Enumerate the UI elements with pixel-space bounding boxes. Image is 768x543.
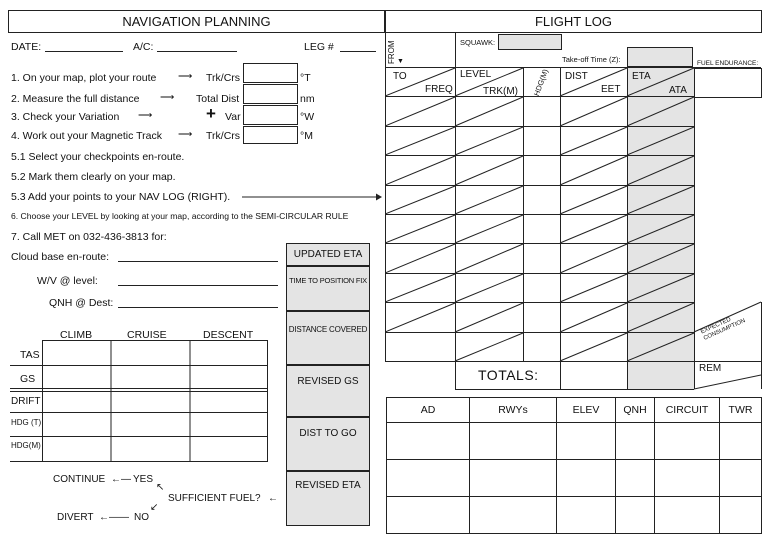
log-cell-diagonal [560,127,627,155]
ad-table-cell[interactable] [387,460,470,497]
arrow-right-icon: ⟶ [178,71,193,82]
ac-field[interactable] [157,51,237,52]
log-cell-diagonal [455,333,523,361]
fuel-endurance-label: FUEL ENDURANCE: [697,60,759,67]
leg-label: LEG # [304,41,334,53]
step-2-unit: nm [300,93,315,105]
qnh-dest-label: QNH @ Dest: [49,297,114,309]
continue-label: CONTINUE [53,474,106,485]
ad-table-cell[interactable] [616,497,655,534]
log-cell-diagonal [560,97,627,126]
ad-table-row [387,460,762,497]
ad-table-cell[interactable] [720,460,762,497]
row-hdg-mag: HDG(M) [11,441,41,450]
ad-col-twr: TWR [720,398,762,423]
col-level: LEVEL [460,69,492,80]
ad-table-cell[interactable] [387,497,470,534]
substep-5-2: 5.2 Mark them clearly on your map. [11,171,176,183]
substep-5-3: 5.3 Add your points to your NAV LOG (RIGHT). [11,191,231,203]
log-cell-diagonal [560,274,627,302]
ad-table-cell[interactable] [557,460,616,497]
step-1-field-label: Trk/Crs [206,72,241,84]
log-cell-diagonal [385,156,455,185]
ad-col-ad: AD [387,398,470,423]
arrow-right-icon: ⟶ [138,110,153,121]
col-hdg: HDG(M) [531,67,550,98]
step-4-text: 4. Work out your Magnetic Track [11,130,162,142]
log-cell-diagonal [385,97,455,126]
log-cell-diagonal [560,215,627,243]
log-cell-diagonal [385,244,455,273]
no-label: NO [134,512,149,523]
date-field[interactable] [45,51,123,52]
log-cell-diagonal [560,303,627,332]
qnh-dest-field[interactable] [118,307,278,308]
yes-label: YES [133,474,154,485]
substep-5-1: 5.1 Select your checkpoints en-route. [11,151,185,163]
cloud-base-field[interactable] [118,261,278,262]
step-4-unit: °M [300,130,313,142]
arrow-down-icon: ▼ [397,58,404,65]
ad-col-elev: ELEV [557,398,616,423]
dist-to-go-box[interactable]: DIST TO GO [286,417,370,471]
step-2-field-label: Total Dist [196,93,240,105]
log-cell-diagonal [455,156,523,185]
log-cell-diagonal [385,127,455,155]
log-cell-diagonal [385,215,455,243]
time-to-position-fix-box[interactable]: TIME TO POSITION FIX [286,266,370,311]
log-cell-diagonal [455,127,523,155]
squawk-input[interactable] [498,34,562,50]
ad-table-row [387,497,762,534]
step-1-unit: °T [300,72,311,84]
aerodrome-table [386,397,762,534]
col-freq: FREQ [425,84,453,95]
step-3-text: 3. Check your Variation [11,111,120,123]
squawk-label: SQUAWK: [460,38,496,47]
rem-label: REM [699,363,722,374]
divert-label: DIVERT [57,512,94,523]
col-dist: DIST [565,71,588,82]
ad-table-cell[interactable] [557,423,616,460]
revised-eta-box[interactable]: REVISED ETA [286,471,370,526]
ac-label: A/C: [133,41,154,53]
col-descent: DESCENT [203,329,254,341]
long-arrow-icon [242,192,382,202]
from-label: FROM [387,40,396,64]
ad-table-cell[interactable] [616,423,655,460]
step-3-unit: °W [300,111,315,123]
step-2-text: 2. Measure the full distance [11,93,140,105]
trk-crs-true-input[interactable] [243,63,298,83]
log-cell-diagonal [455,274,523,302]
ad-col-rwys: RWYs [470,398,557,423]
ad-table-cell[interactable] [387,423,470,460]
log-cell-diagonal [455,215,523,243]
row-hdg-true: HDG (T) [11,418,42,427]
log-cell-diagonal [455,97,523,126]
ad-table-cell[interactable] [720,423,762,460]
ad-table-cell[interactable] [655,423,720,460]
step-3-field-label: Var [225,111,241,123]
log-cell-diagonal [455,303,523,332]
log-cell-diagonal [385,274,455,302]
sufficient-fuel-label: SUFFICIENT FUEL? [168,493,261,504]
log-cell-diagonal [560,333,627,361]
arrow-left-icon: ← [268,493,278,504]
trk-crs-magnetic-input[interactable] [243,126,298,144]
nav-planning-title: NAVIGATION PLANNING [8,10,385,33]
arrow-down-left-icon: ↙ [150,502,159,513]
revised-gs-box[interactable]: REVISED GS [286,365,370,417]
performance-table [10,340,270,464]
arrow-right-icon: ⟶ [178,129,193,140]
ad-col-circuit: CIRCUIT [655,398,720,423]
col-climb: CLIMB [60,329,93,341]
cloud-base-label: Cloud base en-route: [11,251,110,263]
log-cell-diagonal [455,244,523,273]
step-4-field-label: Trk/Crs [206,130,241,142]
takeoff-time-label: Take-off Time (Z): [562,55,621,64]
log-cell-diagonal [385,186,455,214]
ad-table-cell[interactable] [655,460,720,497]
ad-table-row [387,423,762,460]
arrow-right-icon: ⟶ [160,92,175,103]
ad-col-qnh: QNH [616,398,655,423]
step-6-text: 6. Choose your LEVEL by looking at your map, according to the SEMI-CIRCULAR RULE [11,211,349,221]
totals-label: TOTALS: [478,367,539,383]
step-7-text: 7. Call MET on 032-436-3813 for: [11,231,167,243]
log-cell-diagonal [560,244,627,273]
log-cell-diagonal [385,303,455,332]
variation-input[interactable] [243,105,298,125]
log-cell-diagonal [455,186,523,214]
col-eta: ETA [632,71,651,82]
distance-covered-box[interactable]: DISTANCE COVERED [286,311,370,365]
expected-consumption-label: EXPECTED CONSUMPTION [700,316,747,342]
arrow-left-icon: ←—— [99,512,129,523]
plus-icon: + [206,104,216,123]
row-drift: DRIFT [11,396,41,407]
arrow-up-left-icon: ↖ [156,482,165,493]
date-label: DATE: [11,41,42,53]
ad-table-cell[interactable] [655,497,720,534]
wind-velocity-label: W/V @ level: [37,275,98,287]
step-1-text: 1. On your map, plot your route [11,72,157,84]
wind-velocity-field[interactable] [118,285,278,286]
ad-table-cell[interactable] [470,423,557,460]
leg-field[interactable] [340,51,376,52]
col-eet: EET [601,84,621,95]
ad-table-cell[interactable] [720,497,762,534]
ad-table-cell[interactable] [616,460,655,497]
log-cell-diagonal [560,186,627,214]
takeoff-time-input[interactable] [627,47,693,67]
log-cell-diagonal [560,156,627,185]
col-trk: TRK(M) [483,86,518,97]
ad-table-cell[interactable] [557,497,616,534]
col-ata: ATA [669,85,687,96]
ad-table-cell[interactable] [470,460,557,497]
ad-table-cell[interactable] [470,497,557,534]
updated-eta-box[interactable]: UPDATED ETA [286,243,370,266]
total-dist-input[interactable] [243,84,298,104]
row-gs: GS [20,373,36,385]
flight-log-title: FLIGHT LOG [385,10,762,33]
row-tas: TAS [20,349,40,361]
col-cruise: CRUISE [127,329,167,341]
col-to: TO [393,71,407,82]
flight-log-grid [385,67,765,397]
arrow-left-icon: ←— [111,474,131,485]
